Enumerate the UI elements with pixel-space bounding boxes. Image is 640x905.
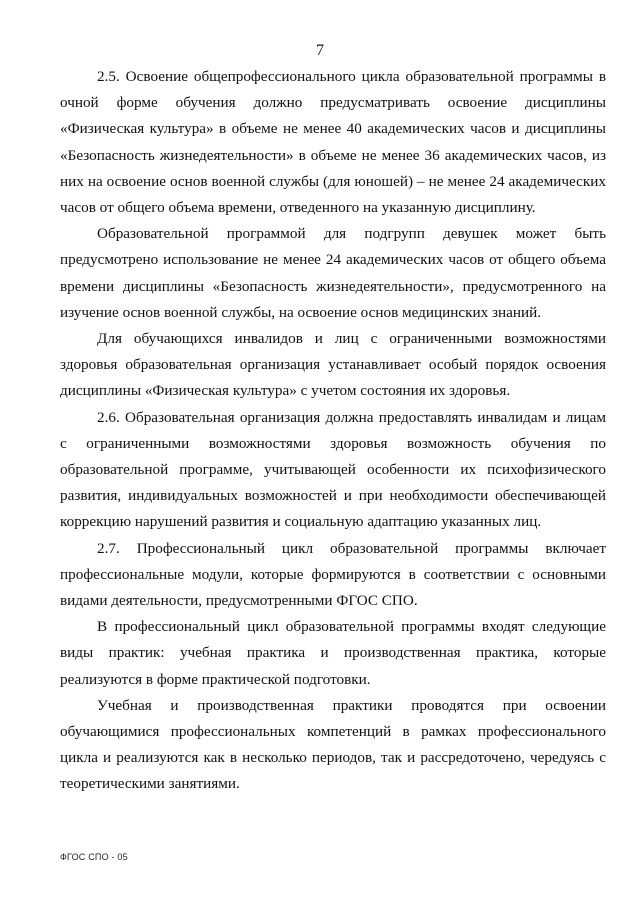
footer-code: ФГОС СПО - 05 (60, 852, 128, 862)
paragraph-practice-types: В профессиональный цикл образовательной программы входят следующие виды практик: учебная практика и производственная практика, которые реализуются в форме практической подготовки. (60, 618, 606, 688)
paragraph-2-6: 2.6. Образовательная организация должна предоставлять инвалидам и лицам с ограниченными возможностями здоровья возможность обучения по образовательной программе, учитывающей особенности их психофизического развития, индивидуальных возможностей и при необходимости обеспечивающей коррекцию нарушений развития и социальную адаптацию указанных лиц. (60, 408, 606, 531)
paragraph-2-7: 2.7. Профессиональный цикл образовательной программы включает профессиональные модули, которые формируются в соответствии с основными видами деятельности, предусмотренными ФГОС СПО. (60, 539, 606, 610)
paragraph-girls-subgroups: Образовательной программой для подгрупп девушек может быть предусмотрено использование не менее 24 академических часов от общего объема времени дисциплины «Безопасность жизнедеятельности», предусмотренного на изучение основ военной службы, на освоение основ медицинских знаний. (60, 225, 606, 321)
paragraph-2-5: 2.5. Освоение общепрофессионального цикла образовательной программы в очной форме обучения должно предусматривать освоение дисциплины «Физическая культура» в объеме не менее 40 академических часов и дисциплины «Безопасность жизнедеятельности» в объеме не менее 36 академических часов, из них на освоение основ военной службы (для юношей) – не менее 24 академических часов от общего объема времени, отведенного на указанную дисциплину. (60, 68, 606, 217)
paragraph-practice-conduct: Учебная и производственная практики проводятся при освоении обучающимися профессиональных компетенций в рамках профессионального цикла и реализуются как в несколько периодов, так и рассредоточено, чередуясь с теоретическими занятиями. (60, 696, 606, 793)
paragraph-disabled-students: Для обучающихся инвалидов и лиц с ограниченными возможностями здоровья образовательная организация устанавливает особый порядок освоения дисциплины «Физическая культура» с учетом состояния их здоровья. (60, 330, 606, 400)
document-body (60, 64, 606, 798)
page-number: 7 (316, 42, 324, 59)
